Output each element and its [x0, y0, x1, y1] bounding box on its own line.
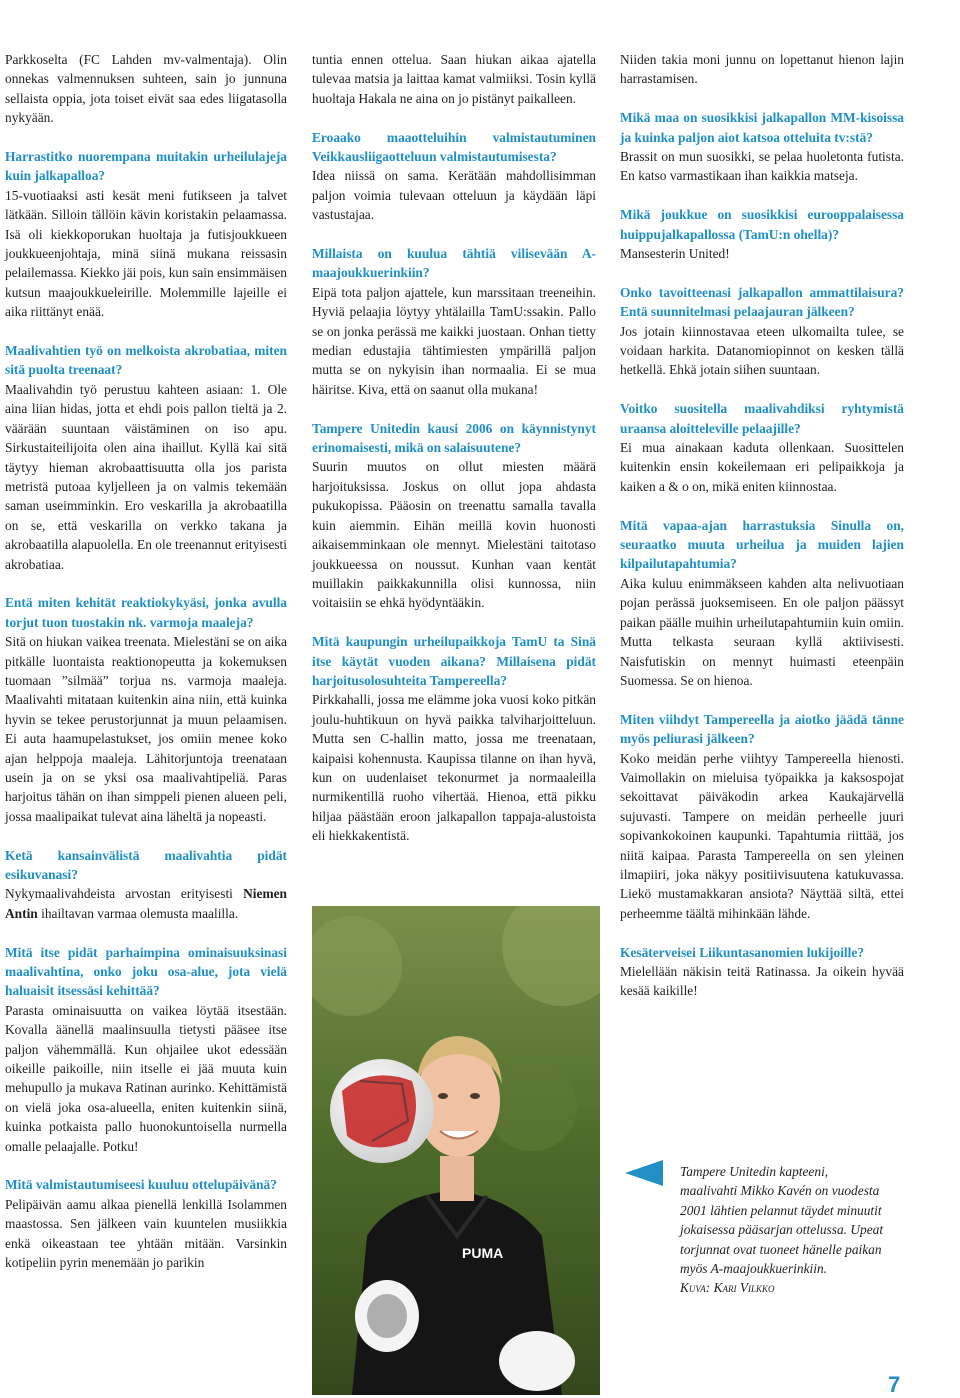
- paragraph-text: Tampere Unitedin kausi 2006 on käynnistynyt erinomaisesti, mikä on salaisuutene?: [312, 420, 596, 456]
- paragraph-spacer: [312, 613, 596, 632]
- paragraph-text: ihailtavan varmaa olemusta maalilla.: [37, 905, 239, 921]
- paragraph-text: Nykymaalivahdeista arvostan erityisesti: [5, 886, 244, 902]
- paragraph-text: Pirkkahalli, jossa me elämme joka vuosi koko pitkän joulu-huhtikuun on hyvä paikka talviharjoitteluun. Mutta sen C-hallin matto, jossa me treenataan, kaipaisi kohennusta. Kaupissa tilanne on ihan hyvä, kun on uudenlaiset tekonurmet ja normaaleilla nurmikentillä ruoho vihertää. Hienoa, että pikku hiljaa päästään eroon jalkapallon tappaja-alustoista eli hiekkakentistä.: [312, 692, 596, 844]
- article-column-2: [312, 50, 596, 846]
- interview-question: [5, 593, 287, 632]
- paragraph-text: Maalivahdin työ perustuu kahteen asiaan: 1. Ole aina liian hidas, jotta et ehdi pois pallon tieltä ja 2. väärään suuntaan väistäminen on iso apu. Sirkustaiteilijoita olen aina ihaillut. Kyllä kai sitä täytyy hieman akrobaattisuutta olla jos parista metristä putoaa kyljelleen ja on valmis tekemään saman useimminkin. Ero veskarilla ja akrobaatilla on se, että veskarilla on verkko takana ja akrobaatilla alapuolella. En ole treenannut erityisesti akrobatiaa.: [5, 381, 287, 572]
- paragraph-text: Mitä vapaa-ajan harrastuksia Sinulla on, seuraatko muuta urheilua ja muiden lajien kilpailutapahtumia?: [620, 517, 904, 572]
- paragraph-spacer: [620, 690, 904, 709]
- interview-answer: [620, 962, 904, 1001]
- caption-arrow-icon: [625, 1160, 663, 1186]
- interview-answer: [620, 749, 904, 924]
- paragraph-text: Miten viihdyt Tampereella ja aiotko jäädä tänne myös peliurasi jälkeen?: [620, 711, 904, 747]
- interview-question: [5, 1175, 287, 1194]
- paragraph-text: Idea niissä on sama. Kerätään mahdollisimman paljon voimia tulevaan otteluun ja käydään läpi vastustajaa.: [312, 168, 596, 223]
- paragraph-text: Parasta ominaisuutta on vaikea löytää itsestään. Kovalla äänellä maalinsuulla tietysti pääsee itse paljon vähemmällä. Kun ohjailee ukot edessään oikeille paikoille, niin itselle ei jää muuta kuin mehupullo ja mukava Ratinan aurinko. Kehittämistä on vielä joka osa-alueella, eniten kuitenkin siinä, kuinka potkaista pallo huonokuntoisella nurmella omalle pelaajalle. Potku!: [5, 1002, 287, 1154]
- paragraph-text: Mitä valmistautumiseesi kuuluu ottelupäivänä?: [5, 1177, 277, 1193]
- article-column-1: [5, 50, 287, 1273]
- paragraph-spacer: [620, 496, 904, 515]
- paragraph-text: Ketä kansainvälistä maalivahtia pidät esikuvanasi?: [5, 847, 287, 882]
- photo-credit: Kuva: Kari Vilkko: [680, 1280, 775, 1296]
- paragraph-spacer: [620, 923, 904, 942]
- paragraph-spacer: [5, 322, 287, 341]
- interview-question: [5, 846, 287, 885]
- interview-question: [312, 128, 596, 167]
- interview-answer: [620, 244, 904, 263]
- interview-question: [620, 399, 904, 438]
- paragraph-spacer: [620, 263, 904, 282]
- interview-question: [5, 341, 287, 380]
- interview-answer: [620, 50, 904, 89]
- paragraph-text: Sitä on hiukan vaikea treenata. Mielestäni se on aika pitkälle luontaista reaktionopeutta ja kokemuksen tuomaan ”silmää” torjua ns. varmoja maaleja. Maalivahti mitataan kuitenkin aina niin, että kuinka hyvin se tekee perustorjunnat ja muun pelaamisen. Ei auta haamupelastukset, jos omiin menee koko ajan helppoja maaleja. Lähitorjuntoja treenataan usein ja on se yksi osa maalivahtipeliä. Paras harjoitus tähän on ihan simppeli pienen alueen peli, jossa maalipaikat tulevat aina läheltä ja nopeasti.: [5, 634, 287, 824]
- interview-answer: [5, 1001, 287, 1156]
- interview-question: [312, 419, 596, 458]
- paragraph-text: Harrastitko nuorempana muitakin urheilulajeja kuin jalkapalloa?: [5, 149, 287, 184]
- paragraph-text: Mielellään näkisin teitä Ratinassa. Ja oikein hyvää kesää kaikille!: [620, 963, 904, 999]
- paragraph-text: Ei mua ainakaan kaduta ollenkaan. Suosittelen kuitenkin ensin kokeilemaan eri pelipaikkoja ja kaiken a & o on, mikä eniten kiinnostaa.: [620, 440, 904, 494]
- paragraph-spacer: [620, 380, 904, 399]
- paragraph-text: Suurin muutos on ollut miesten määrä harjoituksissa. Joskus on ollut jopa ahdasta pukukopissa. Pääosin on treenattu samalla tavalla kuin aiemmin. Eihän meillä kovin huonosti aikaisemminkaan ole mennyt. Mielestäni taitotaso joukkueessa on noussut. Kunhan vaan kentät muillakin paikkakunnilla olisi kunnossa, niin voitaisiin se ehkä hyödyntääkin.: [312, 459, 596, 611]
- interview-answer: [5, 380, 287, 574]
- interview-answer: [312, 690, 596, 845]
- paragraph-text: Mitä kaupungin urheilupaikkoja TamU ta Sinä itse käytät vuoden aikana? Millaisena pidät harjoitusolosuhteita Tampereella?: [312, 634, 596, 688]
- interview-answer: [620, 147, 904, 186]
- paragraph-text: Pelipäivän aamu alkaa pienellä lenkillä Isolammen maastossa. Sen jälkeen vain kuuntelen musiikkia enkä oikeastaan tee yhtään mitään. Varsinkin kotipeliin pyrin menemään jo parikin: [5, 1196, 287, 1271]
- bold-name: Niemen Antin: [5, 886, 287, 921]
- interview-question: [312, 632, 596, 690]
- interview-answer: [620, 322, 904, 380]
- paragraph-text: Brassit on mun suosikki, se pelaa huoletonta futista. En katso varmastikaan ihan kaikkia matseja.: [620, 149, 904, 184]
- paragraph-spacer: [620, 89, 904, 108]
- paragraph-spacer: [312, 399, 596, 418]
- interview-question: [620, 283, 904, 322]
- interview-answer: [5, 884, 287, 923]
- interview-question: [312, 244, 596, 283]
- interview-answer: [620, 574, 904, 690]
- paragraph-text: 15-vuotiaaksi asti kesät meni futikseen ja talvet lätkään. Silloin tällöin kävin koristakin pelaamassa. Isä oli kiekkoporukan huoltaja ja futisjoukkueen joukkueenjohtaja, minä siinä mukana reissasin pelailemassa. Kiekko jäi pois, kun sain ensimmäisen kutsun maajoukkueleirille. Molemmille lajeille ei aika riittänyt enää.: [5, 187, 287, 320]
- shirt-logo: PUMA: [462, 1245, 504, 1261]
- paragraph-text: Eipä tota paljon ajattele, kun marssitaan treeneihin. Hyviä pelaajia löytyy yhtälailla TamU:ssakin. Pallo se on jonka perässä me kaikki juostaan. Onhan tietty median edustajia tähtimiesten ympärillä paljon mutta se on nykyisin ihan normaalia. Ei se mua häiritse. Kiva, että on saanut olla mukana!: [312, 284, 596, 397]
- paragraph-text: Mansesterin United!: [620, 246, 730, 262]
- page-number: 7: [888, 1372, 901, 1397]
- interview-question: [620, 710, 904, 749]
- paragraph-spacer: [620, 186, 904, 205]
- interview-question: [620, 108, 904, 147]
- paragraph-spacer: [5, 128, 287, 147]
- paragraph-text: Eroaako maaotteluihin valmistautuminen Veikkausliigaotteluun valmistautumisesta?: [312, 129, 596, 165]
- interview-question: [5, 943, 287, 1001]
- interview-answer: [620, 438, 904, 496]
- paragraph-text: Entä miten kehität reaktiokykyäsi, jonka avulla torjut tuon tuostakin nk. varmoja maaleja?: [5, 595, 287, 630]
- interview-answer: [312, 50, 596, 108]
- caption-text: Tampere Unitedin kapteeni, maalivahti Mikko Kavén on vuodesta 2001 lähtien pelannut täydet minuutit jokaisessa pääsarjan ottelussa. Upeat torjunnat ovat tuoneet hänelle paikan myös A-maajoukkuerinkiin.: [680, 1164, 884, 1277]
- paragraph-text: Jos jotain kiinnostavaa eteen ulkomailta tulee, se voidaan harkita. Datanomiopinnot on kesken tällä hetkellä. Ehkä jotain siihen suuntaan.: [620, 323, 904, 378]
- paragraph-spacer: [5, 826, 287, 845]
- interview-question: [620, 516, 904, 574]
- paragraph-spacer: [5, 574, 287, 593]
- interview-answer: [5, 1195, 287, 1273]
- paragraph-text: Mikä maa on suosikkisi jalkapallon MM-kisoissa ja kuinka paljon aiot katsoa otteluita tv:stä?: [620, 110, 904, 145]
- paragraph-spacer: [312, 108, 596, 127]
- paragraph-text: Onko tavoitteenasi jalkapallon ammattilaisura? Entä suunnitelmasi pelaajauran jälkeen?: [620, 284, 904, 320]
- paragraph-text: Mitä itse pidät parhaimpina ominaisuuksinasi maalivahtina, onko joku osa-alue, jota vielä haluaisit itsessäsi kehittää?: [5, 944, 287, 999]
- paragraph-text: Maalivahtien työ on melkoista akrobatiaa, miten sitä puolta treenaat?: [5, 343, 287, 378]
- interview-answer: [312, 457, 596, 612]
- paragraph-text: Parkkoselta (FC Lahden mv-valmentaja). Olin onnekas valmennuksen suhteen, sain jo junnuna sellaista oppia, jota toiset eivät saa edes liigatasolla nykyään.: [5, 52, 287, 126]
- paragraph-text: Aika kuluu enimmäkseen kahden alta nelivuotiaan pojan perässä juoksemiseen. En ole paljon päässyt paikan päälle muihin urheilutapahtumiin kuin omiin. Mutta telkasta seuraan kyllä aktiivisesti. Naisfutiskin on mennyt huimasti eteenpäin Suomessa. Se on hienoa.: [620, 575, 904, 688]
- interview-answer: [5, 632, 287, 826]
- paragraph-spacer: [5, 923, 287, 942]
- goalkeeper-photo: [312, 906, 600, 1395]
- interview-answer: [5, 186, 287, 322]
- paragraph-text: Niiden takia moni junnu on lopettanut hienon lajin harrastamisen.: [620, 52, 904, 87]
- paragraph-text: Kesäterveisei Liikuntasanomien lukijoille?: [620, 944, 865, 960]
- paragraph-text: Mikä joukkue on suosikkisi eurooppalaisessa huippujalkapallossa (TamU:n ohella)?: [620, 207, 904, 242]
- paragraph-text: Koko meidän perhe viihtyy Tampereella hienosti. Vaimollakin on mieluisa työpaikka ja kaksospojat sekoittavat päiväkodin arkea Kaukajärvellä sujuvasti. Tampere on meidän perheelle juuri sopivankokoinen kaupunki. Tapahtumia riittää, jos niitä kaipaa. Parasta Tampereella on sen yleinen ilmapiiri, joka näkyy positiivisuutena katukuvassa. Liekö mustamakkaran ansiota? Näyttää siltä, ettei perheemme täältä mihinkään lähde.: [620, 750, 904, 921]
- interview-question: [620, 943, 904, 962]
- interview-answer: [312, 283, 596, 399]
- paragraph-text: Voitko suositella maalivahdiksi ryhtymistä uraansa aloitteleville pelaajille?: [620, 401, 904, 436]
- interview-question: [5, 147, 287, 186]
- paragraph-text: Millaista on kuulua tähtiä vilisevään A-maajoukkuerinkiin?: [312, 246, 596, 281]
- paragraph-spacer: [5, 1156, 287, 1175]
- article-column-3: [620, 50, 904, 1001]
- interview-answer: [5, 50, 287, 128]
- photo-caption: [680, 1162, 885, 1298]
- goalkeeper-photo-illustration: [312, 906, 600, 1395]
- interview-answer: [312, 166, 596, 224]
- paragraph-text: tuntia ennen ottelua. Saan hiukan aikaa ajatella tulevaa matsia ja laittaa kamat valmiiksi. Tosin kyllä huoltaja Hakala ne aina on jo pistänyt paikalleen.: [312, 52, 596, 106]
- paragraph-spacer: [312, 225, 596, 244]
- interview-question: [620, 205, 904, 244]
